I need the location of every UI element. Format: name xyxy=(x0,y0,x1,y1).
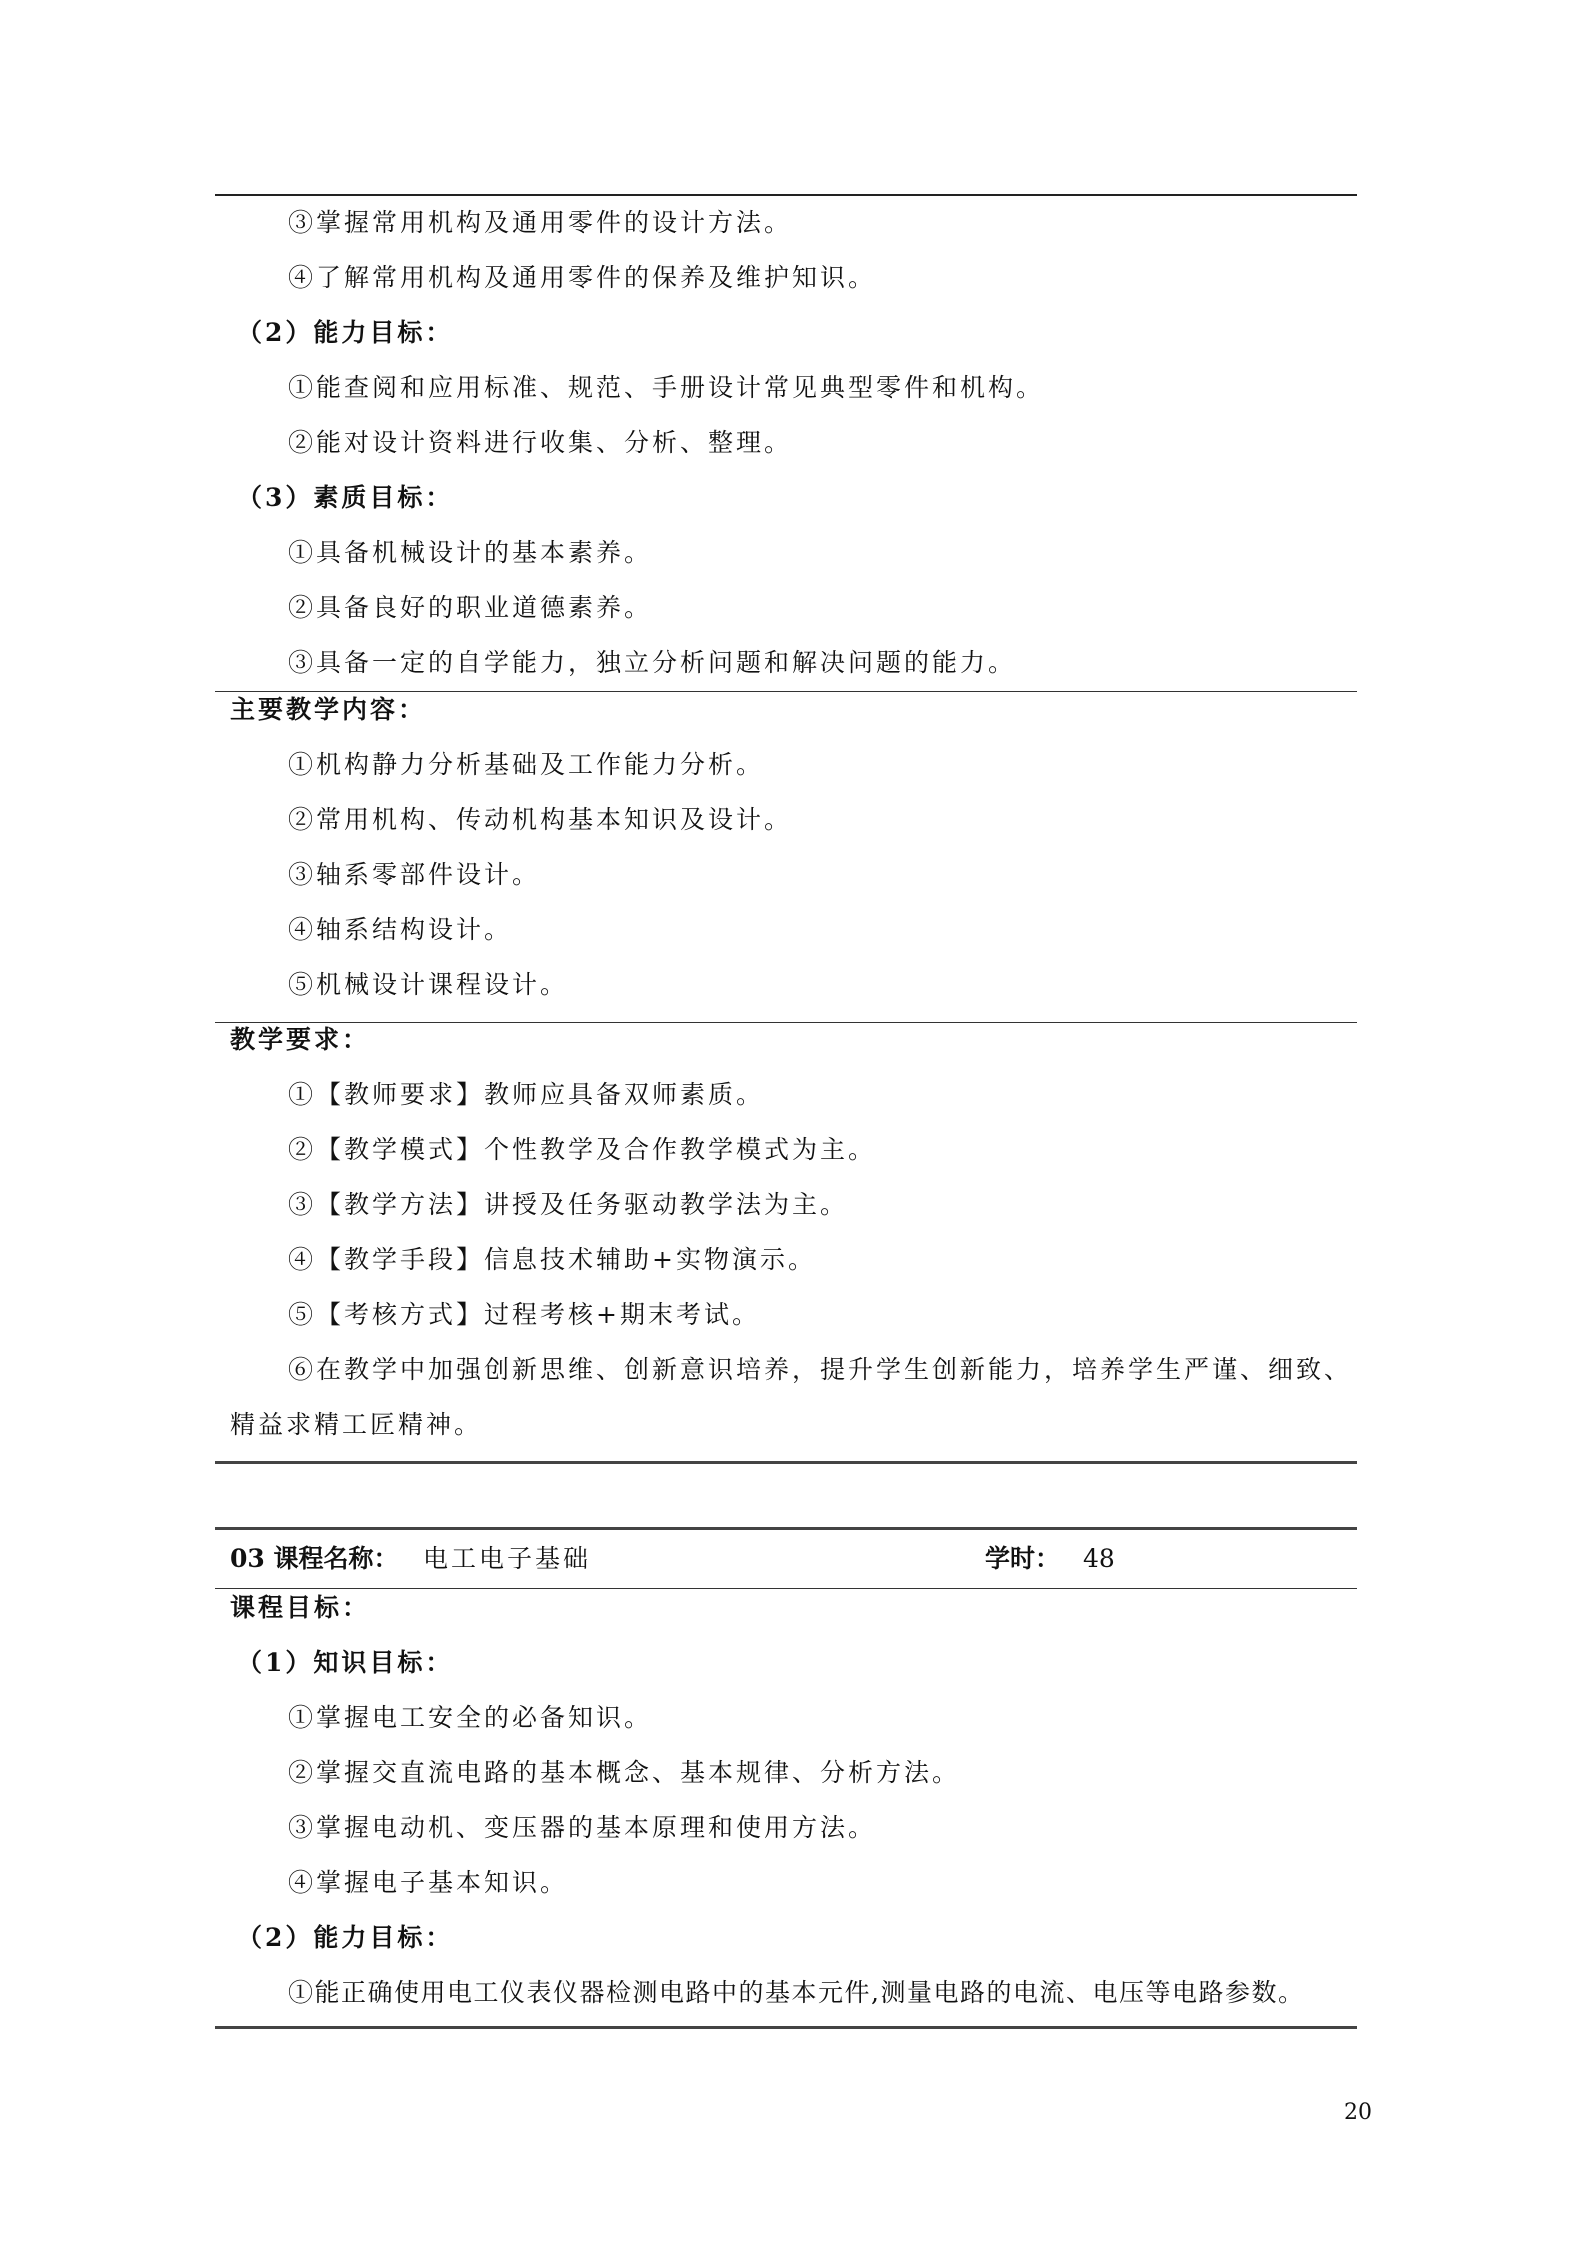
ability-heading: （2）能力目标： xyxy=(237,1923,454,1952)
content-heading: 主要教学内容： xyxy=(230,695,427,724)
list-item-continuation: 精益求精工匠精神。 xyxy=(230,1410,483,1439)
list-item: ④掌握电子基本知识。 xyxy=(288,1868,569,1897)
list-item: ③掌握常用机构及通用零件的设计方法。 xyxy=(288,208,793,237)
hours-value: 48 xyxy=(1083,1544,1115,1573)
section2-goals-block xyxy=(215,1580,1357,2020)
list-item: ⑥在教学中加强创新思维、创新意识培养，提升学生创新能力，培养学生严谨、细致、 xyxy=(288,1355,1353,1384)
list-item: ①能查阅和应用标准、规范、手册设计常见典型零件和机构。 xyxy=(288,373,1045,402)
list-item: ③轴系零部件设计。 xyxy=(288,860,541,889)
list-item: ③具备一定的自学能力，独立分析问题和解决问题的能力。 xyxy=(288,648,1017,677)
course-label: 03 课程名称： xyxy=(230,1544,399,1573)
course-name: 电工电子基础 xyxy=(423,1544,592,1573)
list-item: ④【教学手段】信息技术辅助+实物演示。 xyxy=(288,1245,816,1274)
goals-heading: 课程目标： xyxy=(230,1593,371,1622)
list-item: ①【教师要求】教师应具备双师素质。 xyxy=(288,1080,765,1109)
list-item: ④轴系结构设计。 xyxy=(288,915,513,944)
list-item: ①机构静力分析基础及工作能力分析。 xyxy=(288,750,765,779)
section-end-rule xyxy=(215,2026,1357,2029)
list-item: ⑤机械设计课程设计。 xyxy=(288,970,569,999)
list-item: ①能正确使用电工仪表仪器检测电路中的基本元件,测量电路的电流、电压等电路参数。 xyxy=(288,1978,1305,2007)
section-end-rule xyxy=(215,1461,1357,1464)
section1-goals-block xyxy=(215,195,1357,690)
hours-label: 学时： xyxy=(985,1544,1061,1573)
list-item: ⑤【考核方式】过程考核+期末考试。 xyxy=(288,1300,760,1329)
quality-heading: （3）素质目标： xyxy=(237,483,454,512)
list-item: ②常用机构、传动机构基本知识及设计。 xyxy=(288,805,793,834)
list-item: ③掌握电动机、变压器的基本原理和使用方法。 xyxy=(288,1813,877,1842)
list-item: ①掌握电工安全的必备知识。 xyxy=(288,1703,653,1732)
list-item: ②具备良好的职业道德素养。 xyxy=(288,593,653,622)
knowledge-heading: （1）知识目标： xyxy=(237,1648,454,1677)
section1-requirements-block xyxy=(215,1012,1357,1452)
list-item: ①具备机械设计的基本素养。 xyxy=(288,538,653,567)
requirements-heading: 教学要求： xyxy=(230,1025,371,1054)
list-item: ④了解常用机构及通用零件的保养及维护知识。 xyxy=(288,263,877,292)
page-number: 20 xyxy=(1344,2100,1372,2125)
ability-heading: （2）能力目标： xyxy=(237,318,454,347)
list-item: ③【教学方法】讲授及任务驱动教学法为主。 xyxy=(288,1190,849,1219)
list-item: ②掌握交直流电路的基本概念、基本规律、分析方法。 xyxy=(288,1758,961,1787)
section1-content-block xyxy=(215,682,1357,1012)
list-item: ②【教学模式】个性教学及合作教学模式为主。 xyxy=(288,1135,877,1164)
list-item: ②能对设计资料进行收集、分析、整理。 xyxy=(288,428,793,457)
